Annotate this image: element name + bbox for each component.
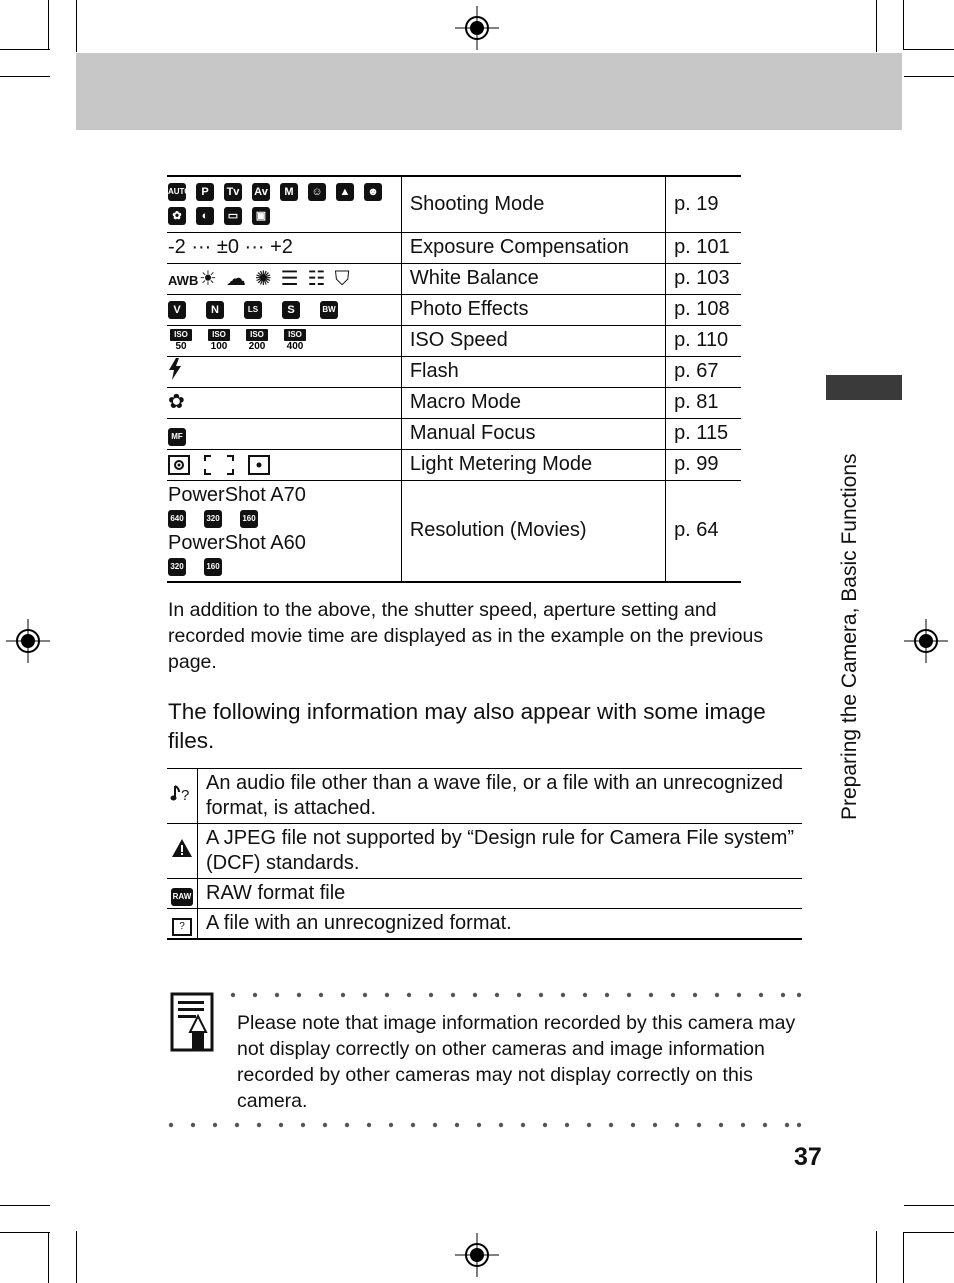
svg-text:AWB: AWB: [168, 272, 199, 288]
setting-name: Resolution (Movies): [401, 480, 665, 582]
iso-100-icon: ISO 100: [206, 329, 232, 352]
tungsten-icon: ✺: [254, 267, 272, 290]
side-section-title: Preparing the Camera, Basic Functions: [838, 453, 861, 820]
table-row: [167, 449, 741, 480]
exposure-value-range: -2 ··· ±0 ··· +2: [167, 232, 401, 263]
evaluative-metering-icon: [168, 455, 190, 475]
fluorescent-h-icon: ☷: [307, 267, 326, 290]
portrait-mode-icon: ☺: [308, 183, 326, 201]
awb-icon: [168, 270, 199, 288]
setting-name: White Balance: [401, 263, 665, 294]
table-row: [167, 176, 741, 232]
macro-flower-icon: ✿: [168, 391, 185, 413]
table-row: [167, 294, 741, 325]
metering-icons: [168, 455, 393, 475]
auto-mode-icon: AUTO: [168, 183, 186, 201]
table-row: [167, 824, 802, 879]
fast-shutter-icon: ✿: [168, 207, 186, 225]
iso-200-icon: ISO 200: [244, 329, 270, 352]
section-tab: [826, 375, 902, 400]
setting-name: Manual Focus: [401, 418, 665, 449]
resolution-160-icon: 160: [240, 510, 258, 528]
table-row: [167, 769, 802, 824]
resolution-640-icon: 640: [168, 510, 186, 528]
setting-name: Flash: [401, 356, 665, 387]
table-row: [167, 879, 802, 909]
low-sharpening-icon: LS: [244, 301, 262, 319]
vivid-effect-icon: V: [168, 301, 186, 319]
warning-triangle-icon: [171, 838, 193, 858]
header-band: [76, 53, 902, 130]
manual-mode-icon: M: [280, 183, 298, 201]
fluorescent-icon: ☰: [280, 267, 299, 290]
page-ref: p. 67: [666, 356, 741, 387]
file-info-text: An audio file other than a wave file, or a file with an unrecognized format, is attached.: [198, 769, 803, 824]
page-ref: p. 19: [666, 176, 741, 232]
raw-icon: RAW: [171, 888, 193, 906]
aperture-priority-icon: Av: [252, 183, 270, 201]
file-info-text: RAW format file: [198, 879, 803, 909]
page-ref: p. 64: [666, 480, 741, 582]
music-question-icon: [170, 782, 194, 804]
white-balance-icons: [168, 269, 393, 289]
neutral-effect-icon: N: [206, 301, 224, 319]
setting-name: Exposure Compensation: [401, 232, 665, 263]
registration-mark-left-icon: [6, 619, 50, 663]
setting-name: Shooting Mode: [401, 176, 665, 232]
center-weighted-metering-icon: [204, 455, 234, 475]
model-a70-label: PowerShot A70: [168, 483, 306, 506]
resolution-160-icon: 160: [204, 558, 222, 576]
table-row: [167, 232, 741, 263]
page-ref: p. 115: [666, 418, 741, 449]
intro-paragraph: In addition to the above, the shutter speed, aperture setting and recorded movie time are displayed as in the example on the previous page.: [168, 599, 764, 673]
table-row: [167, 387, 741, 418]
page-ref: p. 101: [666, 232, 741, 263]
model-a60-label: PowerShot A60: [168, 531, 306, 554]
photo-effect-icons: [168, 301, 393, 319]
cloudy-icon: ☁: [225, 267, 246, 290]
table-row: [167, 263, 741, 294]
movie-mode-icon: ▣: [252, 207, 270, 225]
page-ref: p. 81: [666, 387, 741, 418]
table-row: [167, 325, 741, 356]
landscape-mode-icon: ▲: [336, 183, 354, 201]
table-row: [167, 480, 741, 582]
daylight-icon: ☀: [199, 267, 217, 290]
page-ref: p. 108: [666, 294, 741, 325]
spot-metering-icon: [248, 455, 270, 475]
file-info-table: [167, 768, 802, 940]
registration-mark-top-icon: [455, 6, 499, 50]
table-row: [167, 909, 802, 939]
registration-mark-bottom-icon: [455, 1233, 499, 1277]
note-bottom-dotted-rule: [168, 1122, 802, 1128]
iso-50-icon: ISO 50: [168, 329, 194, 352]
page-ref: p. 103: [666, 263, 741, 294]
note-memo-icon: [170, 992, 214, 1052]
file-info-text: A JPEG file not supported by “Design rule for Camera File system” (DCF) standards.: [198, 824, 803, 879]
table-row: [167, 356, 741, 387]
svg-text:?: ?: [181, 786, 190, 804]
night-scene-icon: ☻: [364, 183, 382, 201]
stitch-assist-icon: ▭: [224, 207, 242, 225]
sepia-effect-icon: S: [282, 301, 300, 319]
table-row: [167, 418, 741, 449]
manual-focus-icon: MF: [168, 428, 186, 446]
shutter-priority-icon: Tv: [224, 183, 242, 201]
note-top-dotted-rule: [230, 992, 802, 998]
resolution-320-icon: 320: [204, 510, 222, 528]
setting-name: Photo Effects: [401, 294, 665, 325]
note-text: Please note that image information recorded by this camera may not display correctly on other cameras and image information recorded by other cameras may not display correctly on this camera.: [237, 1012, 796, 1112]
resolution-320-icon: 320: [168, 558, 186, 576]
page-ref: p. 110: [666, 325, 741, 356]
registration-mark-right-icon: [904, 619, 948, 663]
iso-400-icon: ISO 400: [282, 329, 308, 352]
setting-name: Light Metering Mode: [401, 449, 665, 480]
setting-name: Macro Mode: [401, 387, 665, 418]
subheading: The following information may also appear with some image files.: [168, 699, 766, 753]
question-box-icon: ?: [172, 918, 192, 936]
iso-icons: [168, 329, 393, 352]
bw-effect-icon: BW: [320, 301, 338, 319]
setting-name: ISO Speed: [401, 325, 665, 356]
a60-resolution-icons: [168, 555, 393, 579]
file-info-text: A file with an unrecognized format.: [198, 909, 803, 939]
custom-wb-icon: ⛉: [334, 267, 350, 290]
program-mode-icon: P: [196, 183, 214, 201]
settings-table: [167, 175, 741, 583]
page-ref: p. 99: [666, 449, 741, 480]
flash-icon: [168, 358, 182, 380]
a70-resolution-icons: [168, 507, 393, 531]
page-number: 37: [794, 1143, 822, 1171]
shooting-mode-icons: [168, 183, 393, 225]
slow-shutter-icon: ◐: [196, 207, 214, 225]
